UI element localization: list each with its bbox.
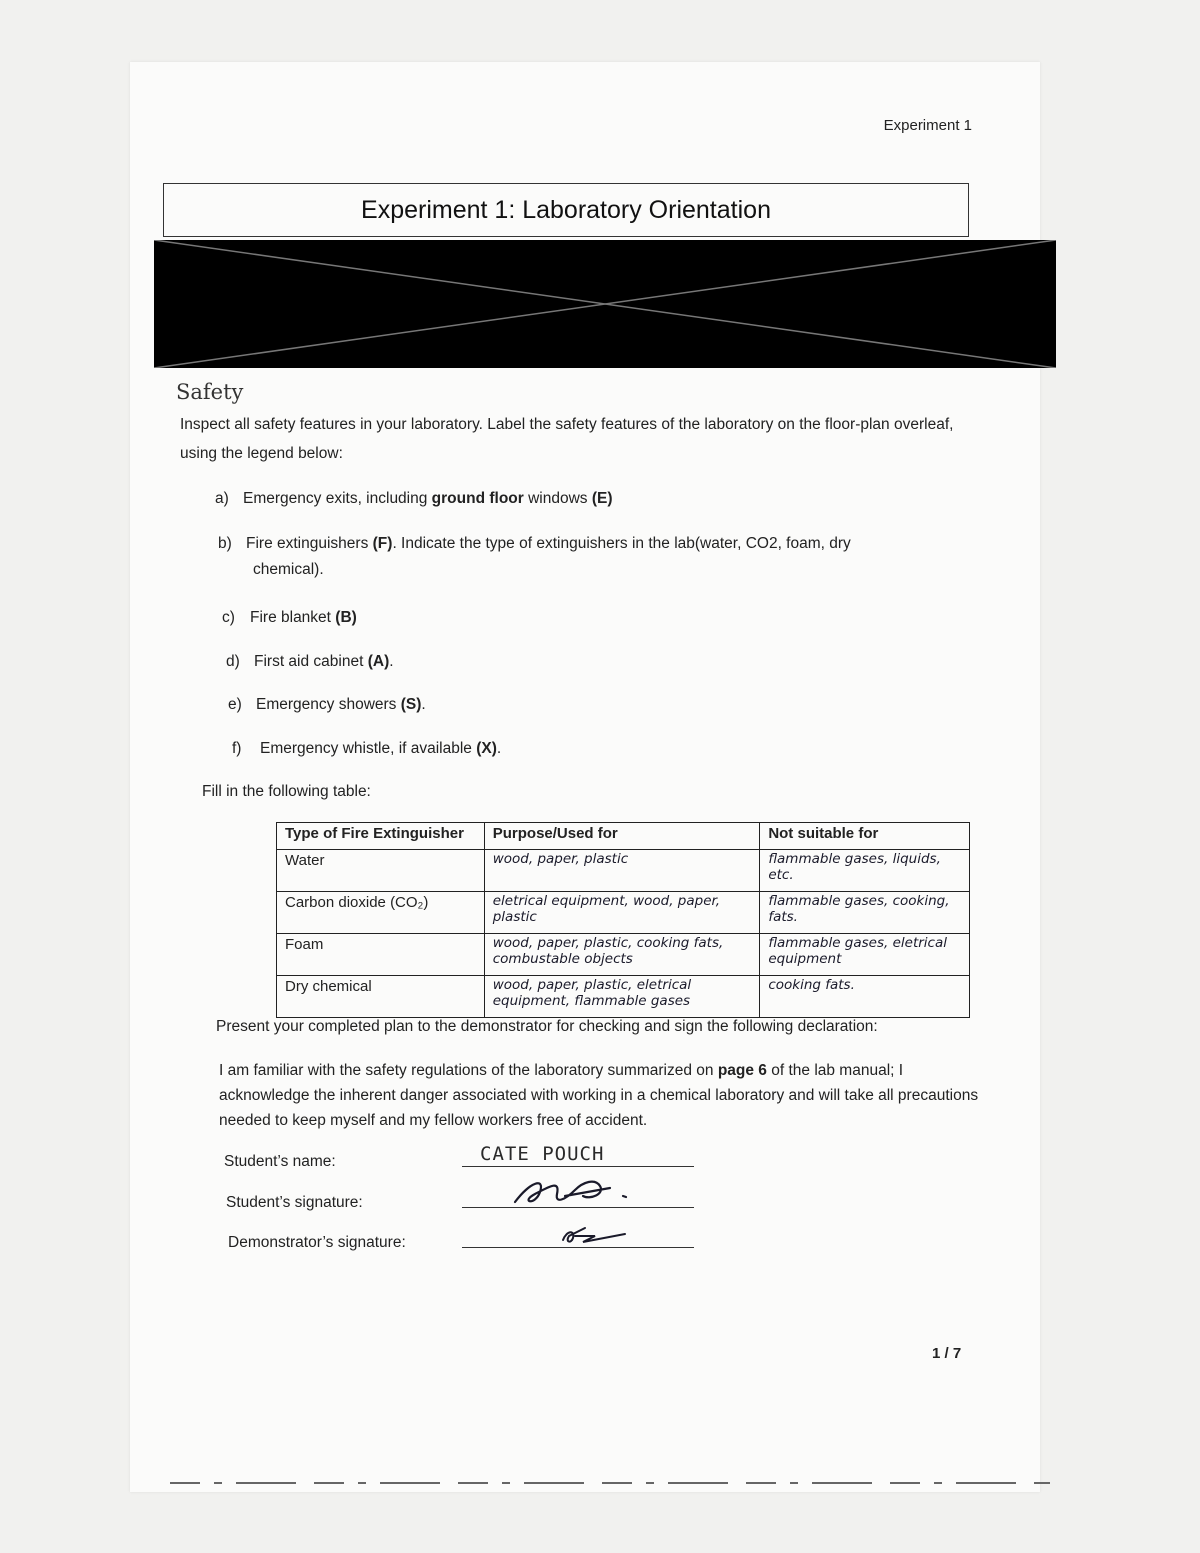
table-row xyxy=(277,976,970,1018)
student-signature-line xyxy=(462,1207,694,1208)
redaction-cross xyxy=(154,240,1056,368)
student-name-line xyxy=(462,1166,694,1167)
list-item: d) First aid cabinet (A). xyxy=(226,653,394,670)
section-heading-safety: Safety xyxy=(176,380,244,404)
list-item: c) Fire blanket (B) xyxy=(222,609,357,626)
table-header-row xyxy=(277,823,970,850)
safety-intro: Inspect all safety features in your laboratory. Label the safety features of the laboratory on the floor-plan overleaf, using the legend below: xyxy=(180,416,954,462)
page-title-text: Experiment 1: Laboratory Orientation xyxy=(361,195,771,224)
demonstrator-signature-line xyxy=(462,1247,694,1248)
table-row xyxy=(277,892,970,934)
purpose-cell[interactable]: wood, paper, plastic, cooking fats, combustable objects xyxy=(484,934,760,976)
not-suitable-cell[interactable]: cooking fats. xyxy=(760,976,970,1018)
extinguisher-type: Carbon dioxide (CO₂) xyxy=(277,892,485,934)
running-header: Experiment 1 xyxy=(883,117,972,134)
student-signature-mark[interactable] xyxy=(505,1172,645,1212)
list-item: b) Fire extinguishers (F). Indicate the type of extinguishers in the lab(water, CO2, foam, dry chemical). xyxy=(218,535,851,578)
extinguisher-type: Foam xyxy=(277,934,485,976)
page-title xyxy=(163,183,969,237)
column-header: Purpose/Used for xyxy=(484,823,760,850)
page-number: 1 / 7 xyxy=(932,1345,962,1362)
extinguisher-type: Dry chemical xyxy=(277,976,485,1018)
student-signature-label: Student’s signature: xyxy=(226,1194,363,1211)
student-name-label: Student’s name: xyxy=(224,1153,336,1170)
fire-extinguisher-table xyxy=(276,822,970,1018)
list-item-continuation: chemical). xyxy=(253,561,324,578)
not-suitable-cell[interactable]: flammable gases, cooking, fats. xyxy=(760,892,970,934)
table-row xyxy=(277,850,970,892)
purpose-cell[interactable]: eletrical equipment, wood, paper, plastic xyxy=(484,892,760,934)
present-instruction: Present your completed plan to the demonstrator for checking and sign the following declaration: xyxy=(216,1018,878,1035)
table-row xyxy=(277,934,970,976)
redaction-block xyxy=(154,240,1056,368)
declaration-text: I am familiar with the safety regulations of the laboratory summarized on page 6 of the lab manual; I acknowledge the inherent danger associated with working in a chemical laboratory and will take all precautions needed to keep myself and my fellow workers free of accident. xyxy=(219,1062,979,1129)
not-suitable-cell[interactable]: flammable gases, eletrical equipment xyxy=(760,934,970,976)
scan-edge-artifact xyxy=(170,1480,1050,1486)
list-item: f) Emergency whistle, if available (X). xyxy=(232,740,502,757)
list-item: e) Emergency showers (S). xyxy=(228,696,426,713)
student-name-value[interactable]: CATE POUCH xyxy=(480,1143,605,1165)
demonstrator-signature-label: Demonstrator’s signature: xyxy=(228,1234,406,1251)
purpose-cell[interactable]: wood, paper, plastic, eletrical equipment, flammable gases xyxy=(484,976,760,1018)
column-header: Not suitable for xyxy=(760,823,970,850)
not-suitable-cell[interactable]: flammable gases, liquids, etc. xyxy=(760,850,970,892)
column-header: Type of Fire Extinguisher xyxy=(277,823,485,850)
extinguisher-type: Water xyxy=(277,850,485,892)
purpose-cell[interactable]: wood, paper, plastic xyxy=(484,850,760,892)
demonstrator-signature-mark[interactable] xyxy=(555,1222,635,1246)
table-instruction: Fill in the following table: xyxy=(202,783,371,800)
list-item: a) Emergency exits, including ground floor windows (E) xyxy=(215,490,613,507)
